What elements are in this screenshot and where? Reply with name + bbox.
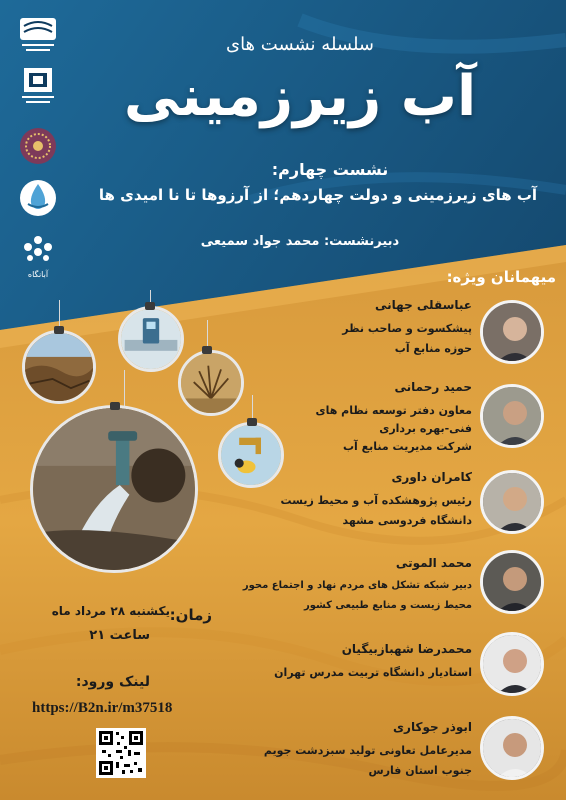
guest-title-line: محیط زیست و منابع طبیعی کشور [303, 600, 472, 611]
main-title: آب زیرزمینی [123, 64, 477, 129]
ornament-clip [202, 346, 212, 354]
dry-land-ornament [22, 330, 96, 404]
time-label: زمان: [169, 606, 212, 624]
guest-title-line: جنوب استان فارس [368, 764, 472, 777]
ornament-clip [110, 402, 120, 410]
water-drop-logo [14, 178, 62, 218]
guests-heading: میهمانان ویژه: [446, 268, 556, 286]
guest-name: کامران داوری [391, 470, 472, 484]
abangah-logo [14, 234, 62, 274]
ornament-clip [54, 326, 64, 334]
secretary-label: دبیرنشست: محمد جواد سمیعی [200, 234, 400, 249]
qr-code[interactable] [96, 728, 146, 778]
water-meter-ornament [118, 306, 184, 372]
water-company-logo [14, 14, 62, 54]
ministry-logo [14, 66, 62, 106]
link-label: لینک ورود: [75, 674, 150, 690]
guest-name: عباسقلی جهانی [375, 298, 472, 312]
guest-photo-almouti [480, 550, 544, 614]
logos-column [6, 6, 68, 279]
ornament-string [124, 370, 125, 410]
ornament-clip [145, 302, 155, 310]
guest-title-line: دبیر شبکه تشکل های مردم نهاد و اجتماع محور [242, 580, 472, 591]
guest-name: محمد الموتی [395, 556, 472, 570]
guest-photo-jokari [480, 716, 544, 780]
session-topic: آب های زیرزمینی و دولت چهاردهم؛ از آرزوها تا نا امیدی ها [98, 186, 538, 204]
abangah-label: آبانگاه [27, 270, 49, 279]
session-number: نشست چهارم: [271, 160, 389, 179]
guest-title-line: معاون دفتر توسعه نظام های [315, 404, 472, 417]
water-pipe-main-image [30, 405, 198, 573]
event-date: یکشنبه ۲۸ مرداد ماه [51, 604, 170, 618]
event-link[interactable]: https://B2n.ir/m37518 [32, 700, 173, 716]
dry-plant-ornament [178, 350, 244, 416]
event-hour: ساعت ۲۱ [89, 628, 150, 643]
series-label: سلسله نشست های [225, 34, 375, 55]
guest-photo-jahani [480, 300, 544, 364]
guest-name: محمدرضا شهبازبیگیان [341, 642, 472, 656]
guest-title-line: رئیس پژوهشکده آب و محیط زیست [280, 494, 472, 507]
guest-photo-davari [480, 470, 544, 534]
guest-title-line: فنی-بهره برداری [379, 422, 472, 435]
guest-title-line: پیشکسوت و صاحب نظر [342, 322, 472, 335]
guest-title-line: حوزه منابع آب [394, 342, 472, 355]
guest-name: ابوذر جوکاری [393, 720, 472, 734]
guest-title-line: شرکت مدیریت منابع آب [342, 440, 472, 453]
guest-title-line: مدیرعامل تعاونی تولید سبزدشت جویم [263, 744, 472, 757]
guest-photo-rahmani [480, 384, 544, 448]
guest-title-line: دانشگاه فردوسی مشهد [342, 514, 472, 527]
institute-emblem-logo [14, 126, 62, 166]
guest-title-line: استادیار دانشگاه تربیت مدرس تهران [274, 666, 472, 679]
guest-name: حمید رحمانی [394, 380, 472, 394]
guest-photo-shahbazbegian [480, 632, 544, 696]
